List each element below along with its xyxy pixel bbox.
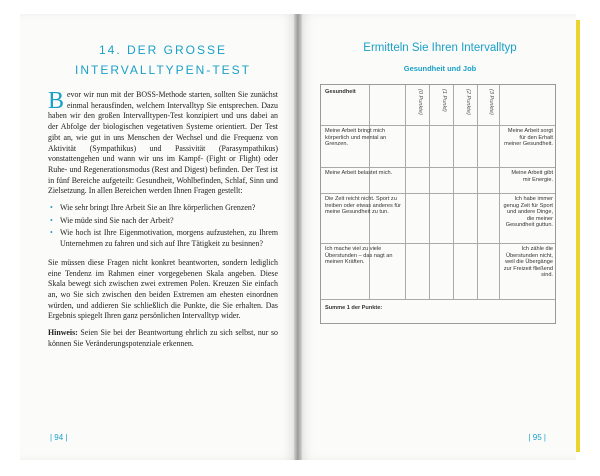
sum-label: Summe 1 der Punkte: bbox=[325, 305, 383, 311]
column-header: (2 Punkte) bbox=[465, 89, 471, 115]
hint-text: Seien Sie bei der Beantwortung ehrlich zu sich selbst, nur so können Sie Veränderungspotenziale erkennen. bbox=[48, 328, 278, 348]
left-page bbox=[20, 14, 298, 460]
paragraph-intro bbox=[48, 90, 278, 197]
page-number-right: | 95 | bbox=[528, 433, 546, 442]
right-page bbox=[298, 14, 576, 460]
paragraph-hint bbox=[48, 328, 278, 349]
question-item: • Wie hoch ist Ihre Eigenmotivation, morgens aufzustehen, zu Ihrem Unternehmen zu fahren und sich auf Ihre Tätigkeit zu besinnen? bbox=[60, 228, 278, 249]
table-grid-line bbox=[321, 299, 555, 300]
table-grid-line bbox=[321, 193, 555, 194]
column-header: (3 Punkte) bbox=[488, 89, 494, 115]
row-right-statement: Meine Arbeit gibt mir Energie. bbox=[511, 170, 553, 183]
row-left-statement: Meine Arbeit bringt mich körperlich und mental an Grenzen. bbox=[325, 128, 387, 148]
row-right-statement: Meine Arbeit sorgt für den Erhalt meiner Gesundheit. bbox=[504, 128, 553, 148]
row-right-statement: Ich habe immer genug Zeit für Sport und andere Dinge, die meiner Gesundheit guttun. bbox=[503, 196, 553, 229]
right-page-title: Ermitteln Sie Ihren Intervalltyp bbox=[363, 42, 517, 54]
question-item: • Wie sehr bringt Ihre Arbeit Sie an Ihre körperlichen Grenzen? bbox=[60, 203, 278, 214]
table-grid-line bbox=[453, 85, 454, 299]
dropcap: B bbox=[48, 88, 65, 114]
table-grid-line bbox=[369, 85, 370, 299]
table-grid-line bbox=[405, 85, 406, 299]
table-grid-line bbox=[499, 85, 500, 299]
table-grid-line bbox=[321, 167, 555, 168]
column-header: (1 Punkt) bbox=[441, 89, 447, 112]
page-number-left: | 94 | bbox=[50, 433, 68, 442]
left-body-text bbox=[48, 90, 278, 355]
table-grid-line bbox=[477, 85, 478, 299]
table-grid-line bbox=[321, 243, 555, 244]
paragraph-scale: Sie müssen diese Fragen nicht konkret beantworten, sondern lediglich eine Tendenz im Rahmen einer vorgegebenen Skala angeben. Diese Skala bewegt sich zwischen zwei extremen Polen. Kreuzen Sie einfach an, wo Sie sich zwischen den beiden Extremen am ehesten einordnen würden, und addieren Sie schließlich die Punkte, die Sie erhalten. Das Ergebnis spiegelt Ihren ganz persönlichen Intervalltyp wider. bbox=[48, 257, 278, 321]
row-left-statement: Die Zeit reicht nicht. Sport zu treiben oder etwas anderes für meine Gesundheit zu tun. bbox=[325, 196, 401, 216]
table-header-label: Gesundheit bbox=[325, 89, 356, 95]
row-right-statement: Ich zähle die Überstunden nicht, weil die Übergänge zur Freizeit fließend sind. bbox=[503, 246, 553, 279]
paragraph-intro-text: evor wir nun mit der BOSS-Methode starten, sollten Sie zunächst einmal herausfinden, welchem Intervalltyp Sie entsprechen. Dazu haben wir den großen Intervalltypen-Test konzipiert und uns dabei an der Abfolge der biologischen vegetativen Systeme orientiert. Der Test gibt an, wie gut in uns Menschen der Wechsel und die Frequenz von Aktivität (Sympathikus) und Passivität (Parasympathikus) vonstattengehen und wann wir uns im Kampf- (Fight or Flight) oder Ruhe- und Regenerationsmodus (Rest and Digest) befinden. Der Test ist in fünf Bereiche aufgeteilt: Gesundheit, Wohlbefinden, Schlaf, Sinn und Zielsetzung. In allen Bereichen werden Ihnen Fragen gestellt: bbox=[48, 90, 278, 196]
open-book bbox=[20, 14, 576, 460]
row-left-statement: Meine Arbeit belastet mich. bbox=[325, 170, 393, 176]
table-grid-line bbox=[429, 85, 430, 299]
question-list bbox=[48, 203, 278, 250]
column-header: (0 Punkte) bbox=[417, 89, 423, 115]
scoring-table bbox=[320, 84, 556, 324]
chapter-title-line2: INTERVALLTYPEN-TEST bbox=[74, 63, 252, 77]
chapter-title-line1: 14. DER GROSSE bbox=[98, 43, 228, 57]
hint-label: Hinweis: bbox=[48, 328, 78, 338]
chapter-title bbox=[50, 40, 276, 80]
book-gutter bbox=[294, 14, 302, 460]
question-item: • Wie müde sind Sie nach der Arbeit? bbox=[60, 216, 278, 227]
right-page-subtitle: Gesundheit und Job bbox=[403, 64, 477, 73]
row-left-statement: Ich mache viel zu viele Überstunden – das nagt an meinen Kräften. bbox=[325, 246, 393, 266]
